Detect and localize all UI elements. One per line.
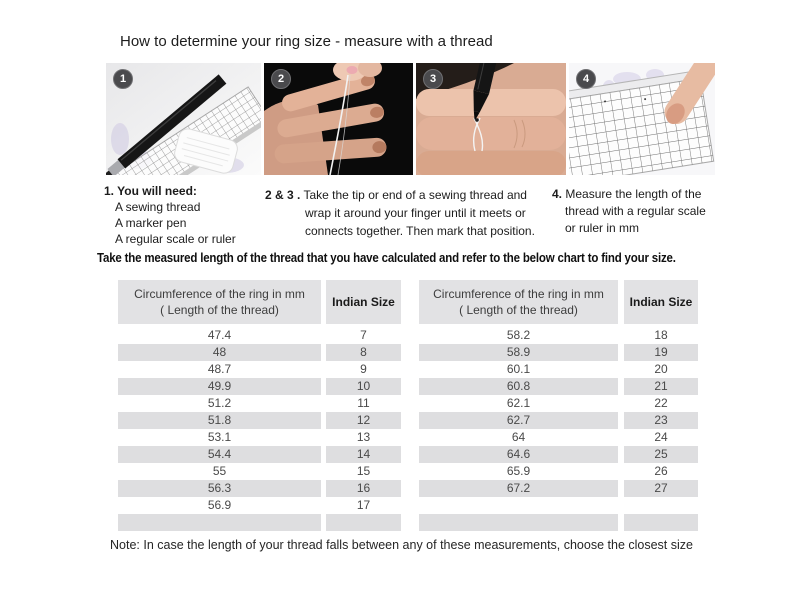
step-2-3-instructions — [265, 186, 535, 240]
table-cell: 60.1 — [506, 362, 531, 376]
table-cell: 65.9 — [506, 464, 531, 478]
table-cell: 15 — [356, 464, 371, 478]
table-cell — [326, 514, 401, 531]
step-4-instructions — [552, 186, 706, 237]
step-photo-measure — [569, 63, 715, 175]
circumference-header-line2: ( Length of the thread) — [459, 303, 578, 317]
size-chart-right-size-column — [624, 280, 698, 531]
table-cell: 16 — [326, 480, 401, 497]
table-cell: 19 — [624, 344, 698, 361]
table-cell: 18 — [654, 328, 668, 342]
step-4-line: or ruler in mm — [565, 221, 640, 235]
step-2-3-line: wrap it around your finger until it meets or — [305, 206, 526, 220]
step-4-label: 4. — [552, 187, 563, 201]
table-cell: 51.2 — [207, 396, 232, 410]
table-cell — [624, 497, 698, 514]
table-cell: 17 — [356, 498, 371, 512]
table-cell: 23 — [624, 412, 698, 429]
step-1-instructions — [104, 183, 236, 247]
table-cell: 53.1 — [207, 430, 232, 444]
table-cell: 22 — [654, 396, 668, 410]
circumference-header — [419, 280, 618, 324]
size-chart-right-circumference-column — [419, 280, 618, 531]
circumference-values — [419, 327, 618, 531]
table-cell: 62.7 — [419, 412, 618, 429]
table-cell: 62.1 — [506, 396, 531, 410]
table-cell: 58.2 — [506, 328, 531, 342]
table-cell: 55 — [212, 464, 227, 478]
size-chart-left-size-column — [326, 280, 401, 531]
indian-size-header: Indian Size — [326, 280, 401, 324]
table-cell: 49.9 — [118, 378, 321, 395]
table-cell: 12 — [326, 412, 401, 429]
step-photo-wrap-thread — [264, 63, 413, 175]
table-cell: 7 — [360, 328, 367, 342]
circumference-header — [118, 280, 321, 324]
table-cell: 48 — [118, 344, 321, 361]
size-chart-left-circumference-column — [118, 280, 321, 531]
table-cell: 60.8 — [419, 378, 618, 395]
table-cell: 48.7 — [207, 362, 232, 376]
indian-size-values — [624, 327, 698, 531]
step-2-3-line — [265, 186, 535, 204]
table-cell: 27 — [624, 480, 698, 497]
table-cell: 21 — [624, 378, 698, 395]
step-number-badge: 1 — [113, 69, 133, 89]
table-cell: 51.8 — [118, 412, 321, 429]
table-cell: 25 — [624, 446, 698, 463]
table-cell: 56.9 — [207, 498, 232, 512]
table-cell: 13 — [356, 430, 371, 444]
circumference-header-line1: Circumference of the ring in mm — [134, 287, 305, 301]
table-cell — [118, 514, 321, 531]
step-photo-supplies — [106, 63, 261, 175]
table-cell: 11 — [357, 396, 370, 410]
step-number-badge: 3 — [423, 69, 443, 89]
step-photo-mark-thread — [416, 63, 566, 175]
table-cell: 24 — [654, 430, 668, 444]
table-cell: 10 — [326, 378, 401, 395]
step-1-title: 1. You will need: — [104, 184, 197, 198]
note-text: Note: In case the length of your thread falls between any of these measurements, choose the closest size — [110, 538, 693, 552]
step-1-item: A regular scale or ruler — [115, 232, 236, 246]
hand-illustration — [264, 99, 328, 175]
table-cell: 64.6 — [419, 446, 618, 463]
table-cell: 20 — [654, 362, 668, 376]
indian-size-header: Indian Size — [624, 280, 698, 324]
step-2-3-label: 2 & 3 . — [265, 188, 301, 202]
circumference-header-line1: Circumference of the ring in mm — [433, 287, 604, 301]
circumference-header-line2: ( Length of the thread) — [160, 303, 279, 317]
table-cell: 54.4 — [118, 446, 321, 463]
table-cell: 26 — [654, 464, 668, 478]
table-cell — [419, 497, 618, 514]
table-cell: 56.3 — [118, 480, 321, 497]
step-number-badge: 2 — [271, 69, 291, 89]
step-1-item: A marker pen — [115, 216, 187, 230]
table-cell — [419, 514, 618, 531]
chart-intro-text: Take the measured length of the thread that you have calculated and refer to the below chart to find your size. — [97, 251, 676, 265]
step-4-line: thread with a regular scale — [565, 204, 706, 218]
page-title: How to determine your ring size - measure with a thread — [120, 33, 493, 50]
step-4-text: Measure the length of the — [565, 187, 702, 201]
table-cell: 47.4 — [207, 328, 232, 342]
table-cell: 8 — [326, 344, 401, 361]
table-cell — [624, 514, 698, 531]
table-cell: 58.9 — [419, 344, 618, 361]
circumference-values — [118, 327, 321, 531]
table-cell: 9 — [360, 362, 367, 376]
table-cell: 67.2 — [419, 480, 618, 497]
fingers-illustration — [416, 89, 566, 175]
indian-size-values — [326, 327, 401, 531]
step-2-3-text: Take the tip or end of a sewing thread and — [303, 188, 527, 202]
step-2-3-line: connects together. Then mark that position. — [305, 224, 535, 238]
table-cell: 64 — [511, 430, 526, 444]
step-1-item: A sewing thread — [115, 200, 201, 214]
table-cell: 14 — [326, 446, 401, 463]
step-4-line — [552, 186, 706, 203]
step-number-badge: 4 — [576, 69, 596, 89]
